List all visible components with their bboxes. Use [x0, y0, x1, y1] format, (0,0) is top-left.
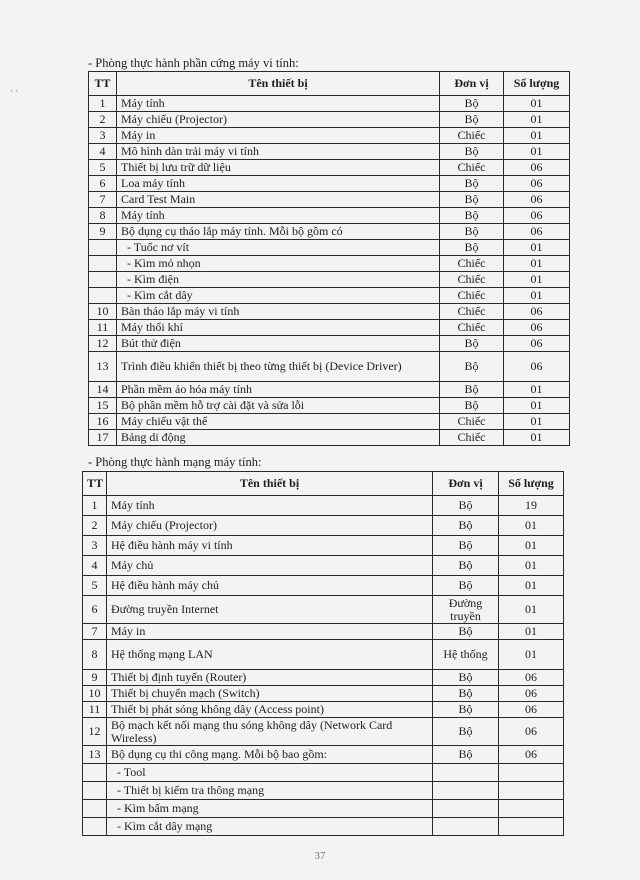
- unit-cell: Bộ: [433, 576, 499, 596]
- device-name-cell: Bộ mạch kết nối mạng thu sóng không dây (Network Card Wireless): [107, 718, 433, 746]
- index-cell: 3: [83, 536, 107, 556]
- quantity-cell: 01: [499, 516, 564, 536]
- device-name-cell: Trình điều khiển thiết bị theo từng thiết bị (Device Driver): [117, 352, 440, 382]
- unit-cell: Bộ: [440, 382, 504, 398]
- scan-mark: · ·: [10, 86, 19, 96]
- device-name-cell: - Kìm bấm mạng: [107, 800, 433, 818]
- quantity-cell: 01: [504, 288, 570, 304]
- table-row: [83, 686, 564, 702]
- table-row: [89, 240, 570, 256]
- quantity-cell: 06: [504, 320, 570, 336]
- unit-cell: Bộ: [433, 746, 499, 764]
- table-row: [89, 144, 570, 160]
- quantity-cell: 01: [504, 256, 570, 272]
- column-header-quantity: Số lượng: [499, 472, 564, 496]
- device-name-cell: - Kìm cắt dây: [117, 288, 440, 304]
- index-cell: 12: [83, 718, 107, 746]
- device-name-cell: Máy chiếu vật thể: [117, 414, 440, 430]
- quantity-cell: [499, 782, 564, 800]
- index-cell: 8: [83, 640, 107, 670]
- table-header-row: [89, 72, 570, 96]
- table-row: [89, 352, 570, 382]
- index-cell: 14: [89, 382, 117, 398]
- quantity-cell: 01: [504, 398, 570, 414]
- table-row: [89, 320, 570, 336]
- table-row: [89, 160, 570, 176]
- unit-cell: Chiếc: [440, 320, 504, 336]
- table-row: [89, 430, 570, 446]
- table-row: [89, 414, 570, 430]
- device-name-cell: - Kìm điện: [117, 272, 440, 288]
- index-cell: 17: [89, 430, 117, 446]
- index-cell: 5: [89, 160, 117, 176]
- device-name-cell: Mô hình dàn trải máy vi tính: [117, 144, 440, 160]
- unit-cell: Bộ: [433, 702, 499, 718]
- device-name-cell: Máy chủ: [107, 556, 433, 576]
- table-header-row: [83, 472, 564, 496]
- quantity-cell: 01: [504, 272, 570, 288]
- unit-cell: [433, 818, 499, 836]
- device-name-cell: Thiết bị phát sóng không dây (Access point): [107, 702, 433, 718]
- quantity-cell: [499, 818, 564, 836]
- index-cell: [83, 800, 107, 818]
- quantity-cell: 01: [499, 576, 564, 596]
- device-name-cell: Máy chiếu (Projector): [107, 516, 433, 536]
- unit-cell: Chiếc: [440, 288, 504, 304]
- table-row: [83, 764, 564, 782]
- unit-cell: Bộ: [433, 556, 499, 576]
- unit-cell: [433, 782, 499, 800]
- index-cell: [89, 272, 117, 288]
- index-cell: [89, 240, 117, 256]
- unit-cell: Bộ: [440, 224, 504, 240]
- unit-cell: Bộ: [433, 686, 499, 702]
- table-row: [89, 272, 570, 288]
- quantity-cell: 06: [499, 718, 564, 746]
- unit-cell: Bộ: [440, 240, 504, 256]
- index-cell: 10: [83, 686, 107, 702]
- table-row: [89, 288, 570, 304]
- index-cell: 6: [83, 596, 107, 624]
- device-name-cell: Máy in: [117, 128, 440, 144]
- unit-cell: Hệ thống: [433, 640, 499, 670]
- device-name-cell: Thiết bị lưu trữ dữ liệu: [117, 160, 440, 176]
- table-row: [89, 192, 570, 208]
- device-name-cell: - Tool: [107, 764, 433, 782]
- unit-cell: Bộ: [433, 670, 499, 686]
- unit-cell: Đường truyền: [433, 596, 499, 624]
- column-header-device-name: Tên thiết bị: [107, 472, 433, 496]
- unit-cell: Chiếc: [440, 414, 504, 430]
- device-name-cell: Hệ điều hành máy chủ: [107, 576, 433, 596]
- quantity-cell: 01: [504, 112, 570, 128]
- table-row: [89, 96, 570, 112]
- unit-cell: Chiếc: [440, 430, 504, 446]
- quantity-cell: 06: [504, 176, 570, 192]
- device-name-cell: Máy tính: [117, 96, 440, 112]
- table-row: [83, 800, 564, 818]
- device-name-cell: Đường truyền Internet: [107, 596, 433, 624]
- unit-cell: Bộ: [440, 398, 504, 414]
- index-cell: 12: [89, 336, 117, 352]
- index-cell: 1: [83, 496, 107, 516]
- table-row: [89, 224, 570, 240]
- unit-cell: Bộ: [433, 536, 499, 556]
- quantity-cell: 06: [504, 304, 570, 320]
- device-name-cell: Máy tính: [107, 496, 433, 516]
- device-name-cell: Card Test Main: [117, 192, 440, 208]
- quantity-cell: 06: [499, 746, 564, 764]
- equipment-table-hardware-lab: [88, 71, 570, 446]
- index-cell: 13: [83, 746, 107, 764]
- index-cell: 10: [89, 304, 117, 320]
- device-name-cell: Bộ dụng cụ thi công mạng. Mỗi bộ bao gồm:: [107, 746, 433, 764]
- index-cell: 9: [83, 670, 107, 686]
- unit-cell: Bộ: [440, 352, 504, 382]
- device-name-cell: - Tuốc nơ vít: [117, 240, 440, 256]
- unit-cell: Bộ: [433, 718, 499, 746]
- device-name-cell: Bộ dụng cụ tháo lắp máy tính. Mỗi bộ gồm có: [117, 224, 440, 240]
- quantity-cell: 01: [504, 240, 570, 256]
- index-cell: 7: [83, 624, 107, 640]
- table-row: [83, 718, 564, 746]
- quantity-cell: 06: [504, 336, 570, 352]
- index-cell: 6: [89, 176, 117, 192]
- index-cell: [83, 764, 107, 782]
- device-name-cell: Máy tính: [117, 208, 440, 224]
- table-row: [83, 640, 564, 670]
- quantity-cell: 06: [499, 686, 564, 702]
- device-name-cell: Máy in: [107, 624, 433, 640]
- quantity-cell: 01: [504, 382, 570, 398]
- index-cell: 16: [89, 414, 117, 430]
- section-title-network-lab: - Phòng thực hành mạng máy tính:: [88, 455, 262, 469]
- quantity-cell: 06: [504, 224, 570, 240]
- quantity-cell: 01: [499, 556, 564, 576]
- table-row: [83, 496, 564, 516]
- table-row: [89, 304, 570, 320]
- index-cell: 13: [89, 352, 117, 382]
- index-cell: [83, 782, 107, 800]
- unit-cell: Chiếc: [440, 128, 504, 144]
- unit-cell: Chiếc: [440, 256, 504, 272]
- table-row: [83, 746, 564, 764]
- table-row: [83, 624, 564, 640]
- index-cell: 7: [89, 192, 117, 208]
- unit-cell: Bộ: [433, 624, 499, 640]
- unit-cell: Bộ: [440, 336, 504, 352]
- device-name-cell: Phần mềm ảo hóa máy tính: [117, 382, 440, 398]
- index-cell: 11: [83, 702, 107, 718]
- column-header-device-name: Tên thiết bị: [117, 72, 440, 96]
- device-name-cell: Hệ điều hành máy vi tính: [107, 536, 433, 556]
- page-number: 37: [314, 850, 326, 862]
- table-row: [83, 670, 564, 686]
- index-cell: 4: [83, 556, 107, 576]
- index-cell: 5: [83, 576, 107, 596]
- unit-cell: Bộ: [433, 496, 499, 516]
- index-cell: 4: [89, 144, 117, 160]
- device-name-cell: Máy thổi khí: [117, 320, 440, 336]
- unit-cell: Chiếc: [440, 272, 504, 288]
- quantity-cell: 01: [499, 640, 564, 670]
- device-name-cell: - Kìm cắt dây mạng: [107, 818, 433, 836]
- unit-cell: Chiếc: [440, 160, 504, 176]
- unit-cell: Bộ: [440, 192, 504, 208]
- index-cell: 2: [83, 516, 107, 536]
- index-cell: 2: [89, 112, 117, 128]
- unit-cell: [433, 764, 499, 782]
- quantity-cell: 01: [504, 430, 570, 446]
- table-row: [83, 782, 564, 800]
- index-cell: [89, 256, 117, 272]
- quantity-cell: [499, 800, 564, 818]
- section-title-hardware-lab: - Phòng thực hành phần cứng máy vi tính:: [88, 56, 299, 70]
- quantity-cell: 06: [504, 208, 570, 224]
- column-header-index: TT: [89, 72, 117, 96]
- device-name-cell: Bút thử điện: [117, 336, 440, 352]
- quantity-cell: 01: [504, 414, 570, 430]
- table-row: [89, 208, 570, 224]
- index-cell: [83, 818, 107, 836]
- column-header-unit: Đơn vị: [440, 72, 504, 96]
- table-row: [89, 336, 570, 352]
- quantity-cell: 06: [504, 352, 570, 382]
- index-cell: [89, 288, 117, 304]
- device-name-cell: Thiết bị chuyển mạch (Switch): [107, 686, 433, 702]
- table-row: [89, 382, 570, 398]
- quantity-cell: 01: [504, 128, 570, 144]
- equipment-table-network-lab: [82, 471, 564, 836]
- quantity-cell: 01: [499, 536, 564, 556]
- unit-cell: Chiếc: [440, 304, 504, 320]
- index-cell: 11: [89, 320, 117, 336]
- quantity-cell: 01: [504, 96, 570, 112]
- index-cell: 15: [89, 398, 117, 414]
- device-name-cell: Loa máy tính: [117, 176, 440, 192]
- quantity-cell: 01: [499, 624, 564, 640]
- index-cell: 8: [89, 208, 117, 224]
- device-name-cell: Máy chiếu (Projector): [117, 112, 440, 128]
- column-header-quantity: Số lượng: [504, 72, 570, 96]
- table-row: [89, 112, 570, 128]
- quantity-cell: [499, 764, 564, 782]
- quantity-cell: 06: [499, 702, 564, 718]
- unit-cell: Bộ: [440, 144, 504, 160]
- column-header-index: TT: [83, 472, 107, 496]
- table-row: [83, 596, 564, 624]
- table-row: [83, 556, 564, 576]
- unit-cell: Bộ: [440, 112, 504, 128]
- index-cell: 1: [89, 96, 117, 112]
- table-row: [83, 516, 564, 536]
- table-row: [89, 398, 570, 414]
- table-row: [89, 256, 570, 272]
- device-name-cell: - Kìm mỏ nhọn: [117, 256, 440, 272]
- column-header-unit: Đơn vị: [433, 472, 499, 496]
- table-row: [89, 176, 570, 192]
- quantity-cell: 06: [504, 192, 570, 208]
- device-name-cell: Bàn tháo lắp máy vi tính: [117, 304, 440, 320]
- unit-cell: Bộ: [433, 516, 499, 536]
- device-name-cell: Bộ phần mềm hỗ trợ cài đặt và sửa lỗi: [117, 398, 440, 414]
- quantity-cell: 01: [499, 596, 564, 624]
- table-row: [83, 576, 564, 596]
- table-row: [83, 702, 564, 718]
- unit-cell: [433, 800, 499, 818]
- unit-cell: Bộ: [440, 176, 504, 192]
- device-name-cell: Hệ thống mạng LAN: [107, 640, 433, 670]
- device-name-cell: Bảng di động: [117, 430, 440, 446]
- unit-cell: Bộ: [440, 208, 504, 224]
- device-name-cell: Thiết bị định tuyến (Router): [107, 670, 433, 686]
- quantity-cell: 06: [499, 670, 564, 686]
- quantity-cell: 06: [504, 160, 570, 176]
- table-row: [89, 128, 570, 144]
- unit-cell: Bộ: [440, 96, 504, 112]
- index-cell: 9: [89, 224, 117, 240]
- table-row: [83, 818, 564, 836]
- index-cell: 3: [89, 128, 117, 144]
- quantity-cell: 19: [499, 496, 564, 516]
- device-name-cell: - Thiết bị kiểm tra thông mạng: [107, 782, 433, 800]
- table-row: [83, 536, 564, 556]
- quantity-cell: 01: [504, 144, 570, 160]
